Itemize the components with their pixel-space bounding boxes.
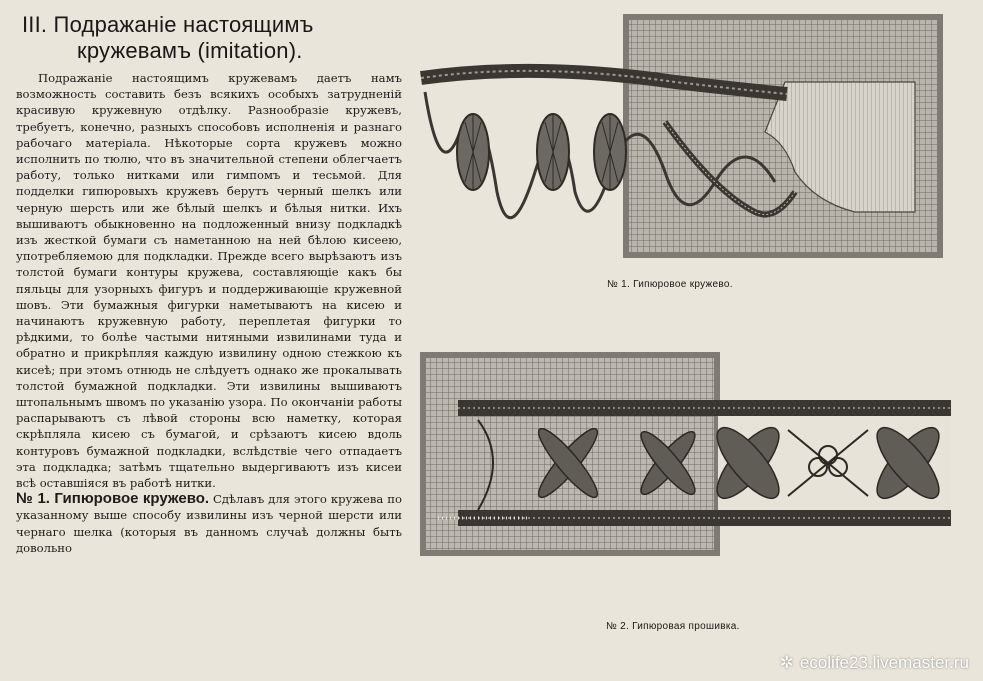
watermark-text: ecolife23.livemaster.ru: [799, 653, 969, 672]
watermark: [780, 653, 969, 673]
sun-flower-icon: ✲: [779, 653, 794, 672]
section-title: [22, 12, 402, 64]
figure-2-caption: № 2. Гипюровая прошивка.: [606, 621, 740, 632]
figure-guipure-insertion: [418, 350, 953, 560]
figure-guipure-lace: [415, 12, 945, 262]
title-line-2: кружевамъ (imitation).: [77, 38, 303, 63]
paragraph-guipure: [16, 491, 402, 556]
paragraph-intro: Подражанiе настоящимъ кружевамъ даетъ намъ возможность составить безъ всякихъ особыхъ затрудненiй красивую кружевную отдѣлку. Разнообразiе кружевъ, требуетъ, конечно, разныхъ способовъ исполненiя и разнаго рабочаго матерiала. Нѣкоторые сорта кружевъ можно исполнить по тюлю, что въ значительной степени облегчаетъ работу, только нитками или гимпомъ и тесьмой. Для подделки гипюровыхъ кружевъ берутъ черный шелкъ или черную шерсть или же бѣлый шелкъ и бѣлыя нитки. Ихъ вышиваютъ обыкновенно на подложенный внизу подкладкѣ изъ жесткой бумаги съ наметанною на ней бѣлою кисеею, употребляемою для подкладки. Прежде всего вырѣзаютъ изъ толстой бумаги контуры кружева, составляющiе какъ бы пяльцы для узорныхъ фигуръ и поддерживающiе кружевной шовъ. Эти бумажныя фигурки наметываютъ на кисею и начинаютъ кружевную работу, переплетая фигурки то рѣдкими, то болѣе частыми нитяными извилинами туда и обратно и прикрѣпляя каждую извилину одною стежкою къ кисеѣ; при этомъ отнюдь не слѣдуетъ однако же прокалывать толстой бумажной подкладки. Эти извилины вышиваютъ штопальнымъ швомъ по указанiю узора. По окончанiи работы распарываютъ съ лѣвой стороны всю наметку, которая скрѣпляла кисею съ бумагой, и срѣзаютъ кисею вдоль контуровъ бумажной подкладки, вслѣдствiе чего отпадаетъ эта подкладка; затѣмъ тщательно выдергиваютъ изъ кисеи всѣ оставшiяся въ работѣ нитки.: [16, 71, 402, 491]
subsection-heading: № 1. Гипюровое кружево.: [16, 490, 210, 508]
article-body: [16, 70, 402, 556]
title-line-1: III. Подражанiе настоящимъ: [22, 12, 314, 37]
paragraph-guipure-text: Сдѣлавъ для этого кружева по указанному выше способу извилины изъ черной шерсти или чернаго шелка (которыя въ данномъ случаѣ должны быть довольно: [16, 492, 402, 555]
figure-1-caption: № 1. Гипюровое кружево.: [607, 279, 733, 290]
